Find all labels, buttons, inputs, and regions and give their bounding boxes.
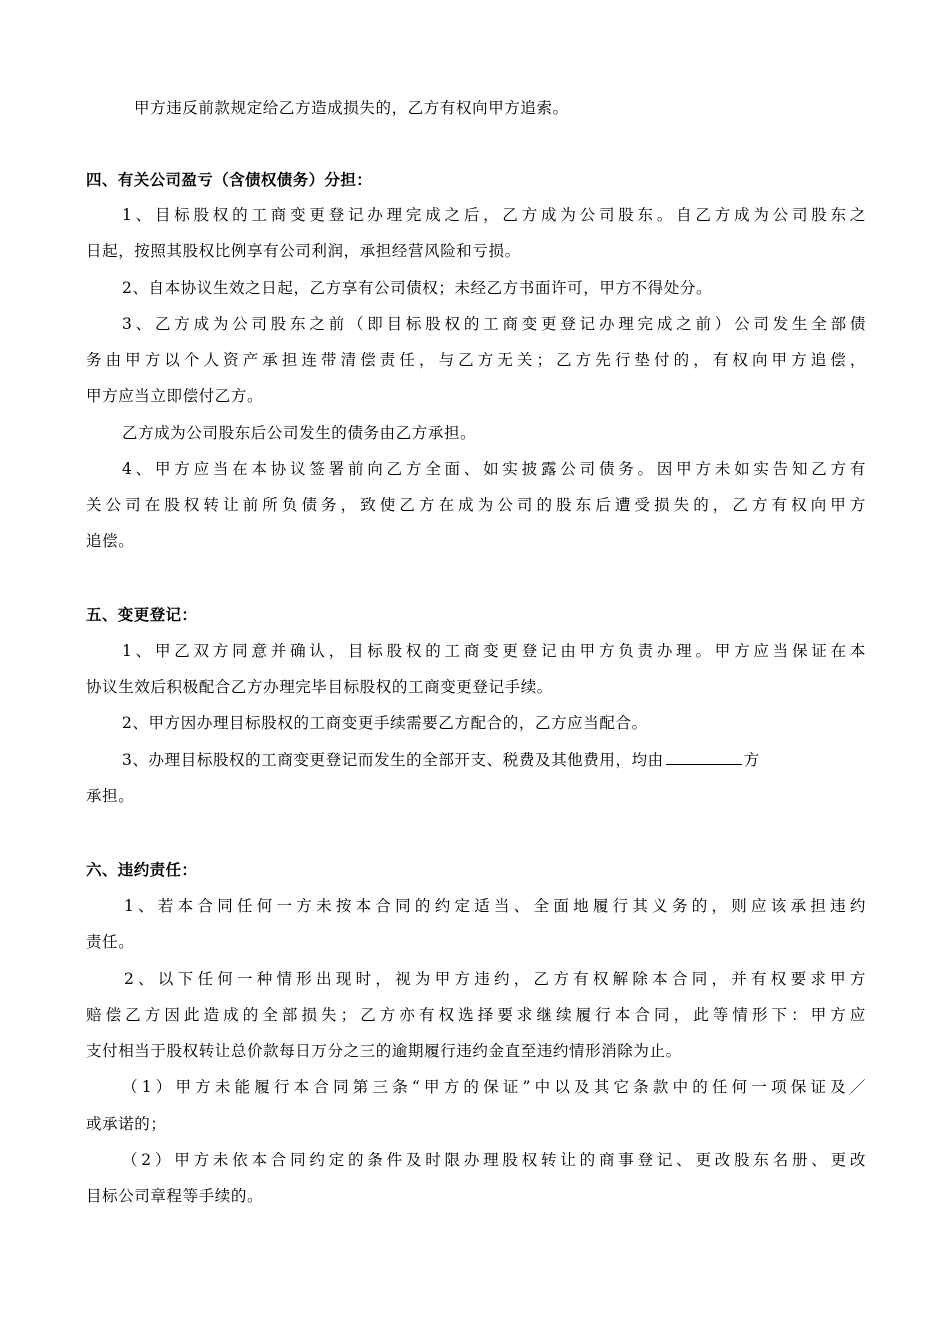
paragraph-line: 1、甲乙双方同意并确认，目标股权的工商变更登记由甲方负责办理。甲方应当保证在本 bbox=[122, 642, 866, 660]
paragraph-line: 追偿。 bbox=[86, 532, 135, 550]
list-item-line: （1）甲方未能履行本合同第三条“甲方的保证”中以及其它条款中的任何一项保证及／ bbox=[122, 1078, 866, 1096]
paragraph-line: 4、甲方应当在本协议签署前向乙方全面、如实披露公司债务。因甲方未如实告知乙方有 bbox=[122, 460, 866, 478]
paragraph-line: 2、以下任何一种情形出现时，视为甲方违约，乙方有权解除本合同，并有权要求甲方 bbox=[124, 970, 866, 988]
list-item-line: 目标公司章程等手续的。 bbox=[86, 1187, 264, 1205]
paragraph-line: 3、乙方成为公司股东之前（即目标股权的工商变更登记办理完成之前）公司发生全部债 bbox=[122, 315, 866, 333]
paragraph-line: 2、自本协议生效之日起，乙方享有公司债权；未经乙方书面许可，甲方不得处分。 bbox=[122, 279, 713, 297]
paragraph-line: 赔偿乙方因此造成的全部损失；乙方亦有权选择要求继续履行本合同，此等情形下：甲方应 bbox=[86, 1006, 866, 1024]
paragraph-line: 甲方应当立即偿付乙方。 bbox=[86, 387, 264, 405]
paragraph-text: 方 bbox=[743, 751, 760, 769]
paragraph-line: 1、若本合同任何一方未按本合同的约定适当、全面地履行其义务的，则应该承担违约 bbox=[124, 897, 866, 915]
paragraph-text: 3、办理目标股权的工商变更登记而发生的全部开支、税费及其他费用，均由 bbox=[122, 751, 664, 769]
paragraph-line: 关公司在股权转让前所负债务，致使乙方在成为公司的股东后遭受损失的，乙方有权向甲方 bbox=[86, 496, 866, 514]
fill-in-blank[interactable] bbox=[666, 750, 742, 765]
paragraph-line: 日起，按照其股权比例享有公司利润，承担经营风险和亏损。 bbox=[86, 242, 521, 260]
paragraph-line: 1、目标股权的工商变更登记办理完成之后，乙方成为公司股东。自乙方成为公司股东之 bbox=[122, 206, 866, 224]
paragraph-line: 支付相当于股权转让总价款每日万分之三的逾期履行违约金直至违约情形消除为止。 bbox=[86, 1042, 682, 1060]
list-item-line: 或承诺的； bbox=[86, 1115, 167, 1133]
section-heading-5: 五、变更登记： bbox=[86, 605, 198, 624]
list-item-line: （2）甲方未依本合同约定的条件及时限办理股权转让的商事登记、更改股东名册、更改 bbox=[122, 1151, 866, 1169]
paragraph-line: 承担。 bbox=[86, 787, 135, 805]
section-heading-4: 四、有关公司盈亏（含债权债务）分担： bbox=[86, 170, 373, 189]
paragraph-line: 责任。 bbox=[86, 933, 135, 951]
paragraph-line: 2、甲方因办理目标股权的工商变更手续需要乙方配合的，乙方应当配合。 bbox=[122, 714, 648, 732]
paragraph-line: 乙方成为公司股东后公司发生的债务由乙方承担。 bbox=[122, 424, 477, 442]
section-heading-6: 六、违约责任： bbox=[86, 860, 198, 879]
paragraph-line: 协议生效后积极配合乙方办理完毕目标股权的工商变更登记手续。 bbox=[86, 678, 553, 696]
paragraph-line: 务由甲方以个人资产承担连带清偿责任，与乙方无关；乙方先行垫付的，有权向甲方追偿， bbox=[86, 351, 866, 369]
paragraph-line-with-blank bbox=[86, 750, 866, 770]
paragraph-line: 甲方违反前款规定给乙方造成损失的，乙方有权向甲方追索。 bbox=[134, 99, 569, 117]
